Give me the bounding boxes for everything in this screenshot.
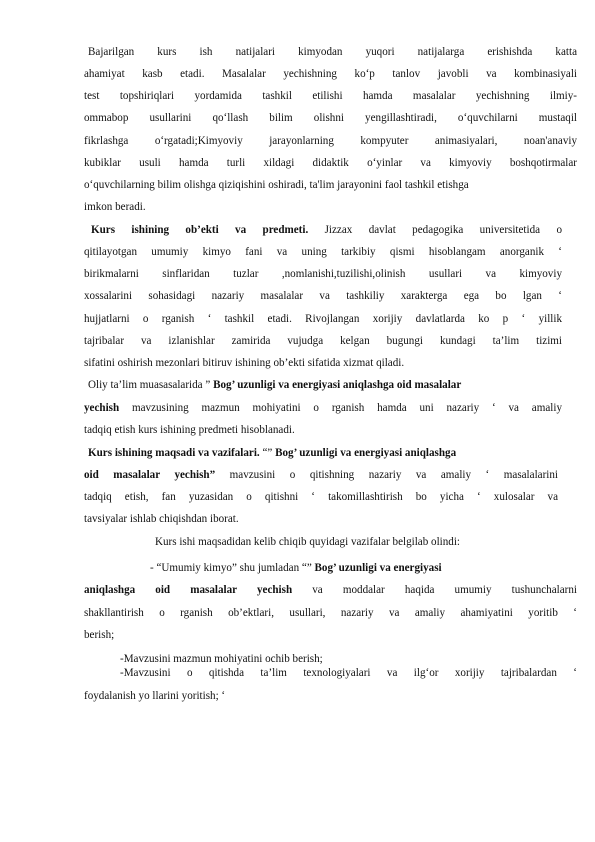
topic-title-bold: aniqlashga oid masalalar yechish [84, 584, 293, 596]
paragraph-1-line: fikrlashga o‘rgatadi;Kimyoviy jarayonlarning kompyuter animasiyalari, noan'anaviy [84, 135, 577, 147]
paragraph-2-line: hujjatlarni o rganish ‘ tashkil etadi. Rivojlangan xorijiy davlatlarda ko p ‘ yillik [84, 313, 562, 325]
paragraph-2-text: Jizzax davlat pedagogika universitetida o [324, 224, 562, 236]
topic-title-bold: Bog’ uzunligi va energiyasi aniqlashga oid masalalar [213, 379, 462, 391]
paragraph-4-line [84, 468, 558, 482]
paragraph-3-text: Oliy ta’lim muasasalarida ” [88, 379, 211, 391]
paragraph-2-line: qitilayotgan umumiy kimyo fani va uning tarkibiy qismi hisoblangam anorganik ‘ [84, 246, 562, 258]
paragraph-4-text: “” [262, 447, 273, 459]
paragraph-1-line: test topshiriqlari yordamida tashkil etilishi hamda masalalar yechishning ilmiy- [84, 90, 577, 102]
paragraph-1-line: o‘quvchilarning bilim olishga qiziqishini oshiradi, ta'lim jarayonini faol tashkil etishga [84, 179, 469, 191]
paragraph-6-line [150, 561, 442, 575]
paragraph-1-line: ahamiyat kasb etadi. Masalalar yechishning ko‘p tanlov javobli va kombinasiyali [84, 68, 577, 80]
paragraph-4-line: tavsiyalar ishlab chiqishdan iborat. [84, 513, 239, 525]
paragraph-1-line: kubiklar usuli hamda turli xildagi didaktik o‘yinlar va kimyoviy boshqotirmalar [84, 157, 577, 169]
paragraph-3-text: mavzusining mazmun mohiyatini o rganish hamda uni nazariy ‘ va amaliy [131, 402, 562, 414]
paragraph-4-line [88, 446, 456, 460]
paragraph-1-line: ommabop usullarini qo‘llash bilim olishni yengillashtiradi, o‘quvchilarni mustaqil [84, 112, 577, 124]
paragraph-7-line: -Mavzusini o qitishda ta’lim texnologiyalari va ilg‘or xorijiy tajribalardan ‘ [120, 667, 577, 679]
paragraph-7-line: foydalanish yo llarini yoritish; ‘ [84, 690, 226, 702]
topic-title-bold: Bog’ uzunligi va energiyasi [314, 562, 442, 574]
paragraph-2-line: sifatini oshirish mezonlari bitiruv ishining ob’ekti sifatida xizmat qiladi. [84, 357, 405, 369]
paragraph-4-line: tadqiq etish, fan yuzasidan o qitishni ‘ takomillashtirish bo yicha ‘ xulosalar va [84, 491, 558, 503]
paragraph-3-line [88, 378, 461, 392]
paragraph-2-line: tajribalar va izlanishlar zamirida vujudga kelgan bugungi kundagi ta’lim tizimi [84, 335, 562, 347]
paragraph-5-line: Kurs ishi maqsadidan kelib chiqib quyidagi vazifalar belgilab olindi: [155, 536, 461, 548]
paragraph-4-text: mavzusini o qitishning nazariy va amaliy ‘ masalalarini [229, 469, 558, 481]
paragraph-1-line: Bajarilgan kurs ish natijalari kimyodan yuqori natijalarga erishishda katta [88, 46, 577, 58]
paragraph-6-text: va moddalar haqida umumiy tushunchalarni [312, 584, 577, 596]
paragraph-2-line: birikmalarni sinflaridan tuzlar ,nomlanishi,tuzilishi,olinish usullari va kimyoviy [84, 268, 562, 280]
paragraph-6-line: berish; [84, 629, 115, 641]
paragraph-3-line: tadqiq etish kurs ishining predmeti hisoblanadi. [84, 424, 295, 436]
paragraph-2-line: xossalarini sohasidagi nazariy masalalar va tashkiliy xarakterga ega bo lgan ‘ [84, 290, 562, 302]
paragraph-3-line [84, 401, 562, 415]
paragraph-6-line [84, 583, 577, 597]
topic-title-bold: yechish [84, 402, 120, 414]
paragraph-1-line: imkon beradi. [84, 201, 146, 213]
paragraph-6-line: shakllantirish o rganish ob’ektlari, usullari, nazariy va amaliy ahamiyatini yoritib ‘ [84, 607, 577, 619]
paragraph-7-line: -Mavzusini mazmun mohiyatini ochib berish; [120, 653, 323, 665]
goal-tasks-heading: Kurs ishining maqsadi va vazifalari. [88, 447, 260, 459]
paragraph-2-line [91, 223, 562, 237]
topic-title-bold: Bog’ uzunligi va energiyasi aniqlashga [275, 447, 457, 459]
object-subject-heading: Kurs ishining ob’ekti va predmeti. [91, 224, 309, 236]
topic-title-bold: oid masalalar yechish” [84, 469, 216, 481]
paragraph-6-text: - “Umumiy kimyo” shu jumladan “” [150, 562, 312, 574]
